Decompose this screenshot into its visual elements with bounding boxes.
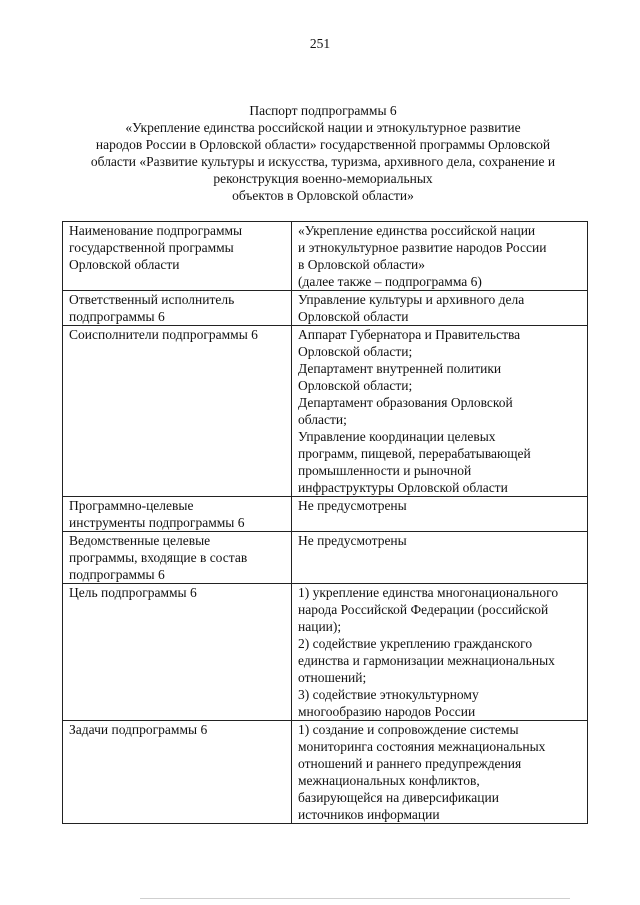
row-value-cell xyxy=(292,291,588,326)
cell-line: 1) создание и сопровождение системы xyxy=(298,722,519,737)
cell-line: Управление координации целевых xyxy=(298,429,496,444)
row-label-cell xyxy=(63,532,292,584)
cell-line: базирующейся на диверсификации xyxy=(298,790,499,805)
cell-line: Департамент внутренней политики xyxy=(298,361,502,376)
row-value-cell xyxy=(292,497,588,532)
cell-line: Ведомственные целевые xyxy=(69,533,211,548)
cell-line: Задачи подпрограммы 6 xyxy=(69,722,208,737)
cell-line: и этнокультурное развитие народов России xyxy=(298,240,547,255)
cell-line: Ответственный исполнитель xyxy=(69,292,235,307)
cell-line: промышленности и рыночной xyxy=(298,463,472,478)
cell-line: Программно-целевые xyxy=(69,498,194,513)
cell-line: Аппарат Губернатора и Правительства xyxy=(298,327,521,342)
cell-line: Орловской области; xyxy=(298,344,413,359)
cell-line: Департамент образования Орловской xyxy=(298,395,513,410)
cell-line: Наименование подпрограммы xyxy=(69,223,243,238)
table-row xyxy=(63,222,588,291)
title-line: народов России в Орловской области» государственной программы Орловской xyxy=(95,137,551,152)
row-value-cell xyxy=(292,721,588,824)
cell-line: 1) укрепление единства многонационального xyxy=(298,585,559,600)
cell-line: отношений и раннего предупреждения xyxy=(298,756,522,771)
cell-line: межнациональных конфликтов, xyxy=(298,773,480,788)
table-row xyxy=(63,497,588,532)
cell-line: «Укрепление единства российской нации xyxy=(298,223,536,238)
cell-line: Орловской области; xyxy=(298,378,413,393)
row-value-cell xyxy=(292,584,588,721)
cell-line: Орловской области xyxy=(298,309,409,324)
cell-line: единства и гармонизации межнациональных xyxy=(298,653,555,668)
table-row xyxy=(63,291,588,326)
cell-line: в Орловской области» xyxy=(298,257,425,272)
scan-edge-line xyxy=(140,898,570,899)
row-value-cell xyxy=(292,222,588,291)
row-label-cell xyxy=(63,326,292,497)
document-title xyxy=(58,102,588,204)
cell-line: области; xyxy=(298,412,347,427)
cell-line: подпрограммы 6 xyxy=(69,309,165,324)
cell-line: Не предусмотрены xyxy=(298,533,407,548)
cell-line: Не предусмотрены xyxy=(298,498,407,513)
page-number: 251 xyxy=(309,36,331,51)
cell-line: Цель подпрограммы 6 xyxy=(69,585,197,600)
cell-line: нации); xyxy=(298,619,342,634)
cell-line: подпрограммы 6 xyxy=(69,567,165,582)
table-row xyxy=(63,532,588,584)
row-label-cell xyxy=(63,584,292,721)
cell-line: программ, пищевой, перерабатывающей xyxy=(298,446,531,461)
title-line: Паспорт подпрограммы 6 xyxy=(249,103,397,118)
row-label-cell xyxy=(63,222,292,291)
table-row xyxy=(63,584,588,721)
cell-line: отношений; xyxy=(298,670,367,685)
cell-line: программы, входящие в состав xyxy=(69,550,248,565)
row-label-cell xyxy=(63,721,292,824)
cell-line: многообразию народов России xyxy=(298,704,476,719)
title-line: реконструкция военно-мемориальных xyxy=(213,171,433,186)
row-label-cell xyxy=(63,291,292,326)
cell-line: Управление культуры и архивного дела xyxy=(298,292,525,307)
cell-line: Соисполнители подпрограммы 6 xyxy=(69,327,258,342)
table-row xyxy=(63,721,588,824)
passport-table xyxy=(62,221,588,824)
cell-line: мониторинга состояния межнациональных xyxy=(298,739,546,754)
cell-line: народа Российской Федерации (российской xyxy=(298,602,549,617)
title-line: объектов в Орловской области» xyxy=(232,188,414,203)
cell-line: инструменты подпрограммы 6 xyxy=(69,515,245,530)
cell-line: 3) содействие этнокультурному xyxy=(298,687,479,702)
row-label-cell xyxy=(63,497,292,532)
row-value-cell xyxy=(292,326,588,497)
title-line: области «Развитие культуры и искусства, туризма, архивного дела, сохранение и xyxy=(90,154,556,169)
cell-line: Орловской области xyxy=(69,257,180,272)
row-value-cell xyxy=(292,532,588,584)
cell-line: (далее также – подпрограмма 6) xyxy=(298,274,482,289)
title-line: «Укрепление единства российской нации и этнокультурное развитие xyxy=(125,120,521,135)
cell-line: 2) содействие укреплению гражданского xyxy=(298,636,533,651)
cell-line: источников информации xyxy=(298,807,440,822)
table-row xyxy=(63,326,588,497)
cell-line: инфраструктуры Орловской области xyxy=(298,480,508,495)
cell-line: государственной программы xyxy=(69,240,234,255)
